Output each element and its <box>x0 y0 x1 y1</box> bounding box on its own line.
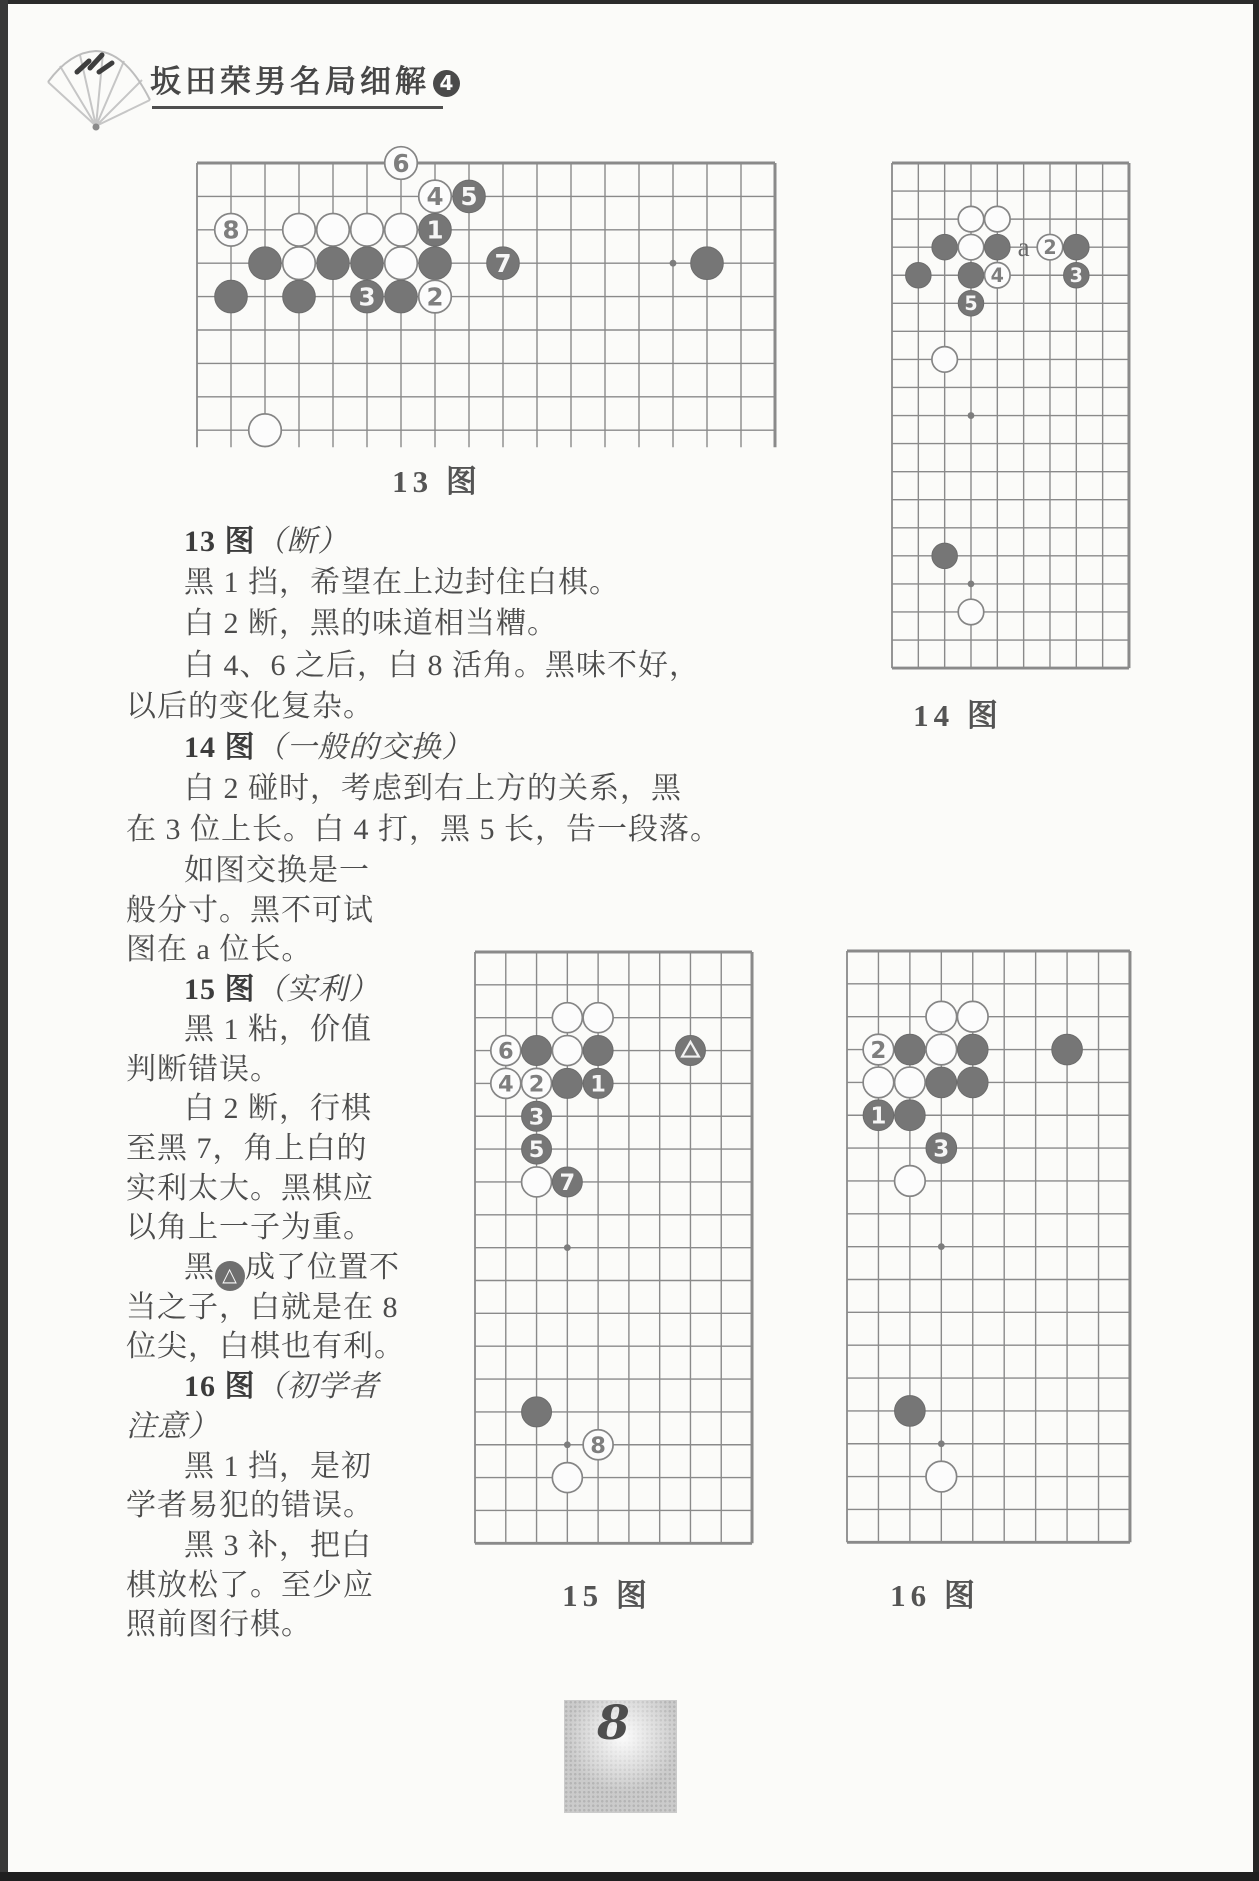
commentary-line: 黑 1 挡，希望在上边封住白棋。 <box>184 566 620 599</box>
stone-number: 3 <box>933 1136 950 1163</box>
commentary-line: 黑 △ 成了位置不 <box>184 1242 400 1291</box>
black-stone <box>958 262 984 288</box>
diagram-13 <box>173 139 799 471</box>
white-stone <box>522 1167 552 1197</box>
stone-number: 8 <box>590 1432 606 1459</box>
stone-number: 2 <box>1043 236 1057 260</box>
black-stone <box>552 1068 582 1098</box>
black-stone <box>522 1397 552 1427</box>
star-point <box>564 1244 571 1251</box>
white-stone <box>317 214 350 247</box>
stone-number: 5 <box>528 1137 545 1164</box>
star-point <box>968 412 975 419</box>
commentary-line: 棋放松了。至少应 <box>126 1569 374 1602</box>
black-stone <box>895 1034 926 1065</box>
stone-number: 4 <box>990 264 1004 288</box>
white-stone <box>985 206 1011 232</box>
section-heading: 16 图（初学者 <box>184 1370 380 1403</box>
stone-number: 6 <box>497 1038 514 1065</box>
black-stone <box>249 247 282 280</box>
diagram-13-caption: 13 图 <box>392 464 482 499</box>
star-point <box>938 1440 945 1447</box>
white-stone <box>385 247 418 280</box>
black-stone <box>926 1067 957 1098</box>
diagram-16-caption: 16 图 <box>890 1578 980 1613</box>
section-heading: 13 图（断） <box>184 525 349 558</box>
black-stone <box>1064 234 1090 260</box>
star-point <box>564 1441 571 1448</box>
white-stone <box>283 247 316 280</box>
diagram-14-caption: 14 图 <box>913 698 1003 733</box>
commentary-line: 在 3 位上长。白 4 打，黑 5 长，告一段落。 <box>126 813 721 846</box>
commentary-line: 学者易犯的错误。 <box>126 1489 374 1522</box>
black-stone <box>691 247 724 280</box>
stone-number: 7 <box>494 249 512 279</box>
white-stone <box>958 206 984 232</box>
white-stone <box>926 1034 957 1065</box>
white-stone <box>957 1001 988 1032</box>
commentary-line: 以后的变化复杂。 <box>126 690 374 723</box>
stone-number: 3 <box>358 282 376 312</box>
black-stone <box>895 1396 926 1427</box>
commentary-line: 实利太大。黑棋应 <box>126 1172 374 1205</box>
commentary-line: 注意） <box>126 1410 219 1443</box>
stone-number: 3 <box>528 1104 545 1131</box>
white-stone <box>926 1461 957 1492</box>
fan-logo-icon <box>30 40 162 132</box>
scan-border-bottom <box>0 1872 1259 1881</box>
commentary-line: 图在 a 位长。 <box>126 933 313 966</box>
white-stone <box>863 1067 894 1098</box>
commentary-line: 至黑 7，角上白的 <box>126 1132 368 1165</box>
diagram-16 <box>823 927 1154 1566</box>
black-stone <box>985 234 1011 260</box>
black-stone <box>932 543 958 569</box>
section-heading: 14 图（一般的交换） <box>184 731 473 764</box>
black-stone <box>906 262 932 288</box>
stone-number: 8 <box>222 215 240 245</box>
commentary-line: 白 2 断，黑的味道相当糟。 <box>184 607 558 640</box>
black-stone <box>351 247 384 280</box>
black-stone <box>419 247 452 280</box>
commentary-line: 黑 3 补，把白 <box>184 1529 372 1562</box>
commentary-line: 般分寸。黑不可试 <box>126 894 374 927</box>
stone-number: 1 <box>426 215 444 245</box>
title-underline <box>152 106 443 109</box>
black-stone <box>1052 1034 1083 1065</box>
commentary-line: 白 2 碰时，考虑到右上方的关系，黑 <box>184 772 682 805</box>
volume-badge: 4 <box>433 70 460 97</box>
scan-border-right <box>1253 0 1259 1881</box>
white-stone <box>552 1036 582 1066</box>
stone-number: 4 <box>497 1071 514 1098</box>
commentary-line: 白 4、6 之后，白 8 活角。黑味不好， <box>184 649 700 682</box>
white-stone <box>926 1001 957 1032</box>
black-stone <box>385 280 418 313</box>
white-stone <box>351 214 384 247</box>
book-title <box>150 56 460 101</box>
diagram-15 <box>451 928 776 1567</box>
black-stone <box>957 1067 988 1098</box>
black-stone <box>895 1100 926 1131</box>
commentary-line: 判断错误。 <box>126 1053 281 1086</box>
white-stone <box>895 1166 926 1197</box>
white-stone <box>583 1003 613 1033</box>
commentary-line: 黑 1 挡，是初 <box>184 1450 372 1483</box>
stone-number: 2 <box>426 282 444 312</box>
page-number-block <box>564 1696 677 1813</box>
book-title-text: 坂田荣男名局细解 <box>150 64 430 99</box>
stone-number: 3 <box>1069 264 1083 288</box>
white-stone <box>552 1463 582 1493</box>
scan-border-left <box>0 0 8 1881</box>
black-stone <box>317 247 350 280</box>
commentary-line: 黑 1 粘，价值 <box>184 1013 372 1046</box>
stone-number: 2 <box>870 1037 887 1064</box>
commentary-line: 照前图行棋。 <box>126 1608 312 1641</box>
white-stone <box>958 234 984 260</box>
stone-number: 5 <box>964 292 978 316</box>
stone-number: 1 <box>870 1103 887 1130</box>
stone-number: 5 <box>460 182 478 212</box>
stone-number: 1 <box>590 1071 606 1098</box>
commentary-line: 当之子，白就是在 8 <box>126 1291 399 1324</box>
black-stone <box>283 280 316 313</box>
commentary-line: 如图交换是一 <box>184 854 370 887</box>
stone-number: 2 <box>528 1071 545 1098</box>
black-stone <box>957 1034 988 1065</box>
board-point-label: a <box>1017 232 1030 263</box>
stone-number: 6 <box>392 148 410 178</box>
black-stone <box>215 280 248 313</box>
white-stone <box>283 214 316 247</box>
section-heading: 15 图（实利） <box>184 973 380 1006</box>
star-point <box>938 1243 945 1250</box>
commentary-line: 以角上一子为重。 <box>126 1211 374 1244</box>
star-point <box>968 581 975 588</box>
white-stone <box>552 1003 582 1033</box>
page-number: 8 <box>597 1696 630 1751</box>
star-point <box>670 260 677 267</box>
white-stone <box>932 347 958 373</box>
white-stone <box>249 414 282 447</box>
triangle-stone-icon: △ <box>215 1261 245 1291</box>
white-stone <box>385 214 418 247</box>
white-stone <box>958 599 984 625</box>
diagram-15-caption: 15 图 <box>562 1578 652 1613</box>
stone-number: 7 <box>559 1170 576 1197</box>
diagram-14 <box>868 139 1153 692</box>
commentary-line: 白 2 断，行棋 <box>184 1092 372 1125</box>
black-stone <box>583 1036 613 1066</box>
stone-number: 4 <box>426 182 444 212</box>
black-stone <box>522 1036 552 1066</box>
white-stone <box>895 1067 926 1098</box>
commentary-line: 位尖，白棋也有利。 <box>126 1330 405 1363</box>
scan-border-top <box>0 0 1259 4</box>
black-stone <box>932 234 958 260</box>
